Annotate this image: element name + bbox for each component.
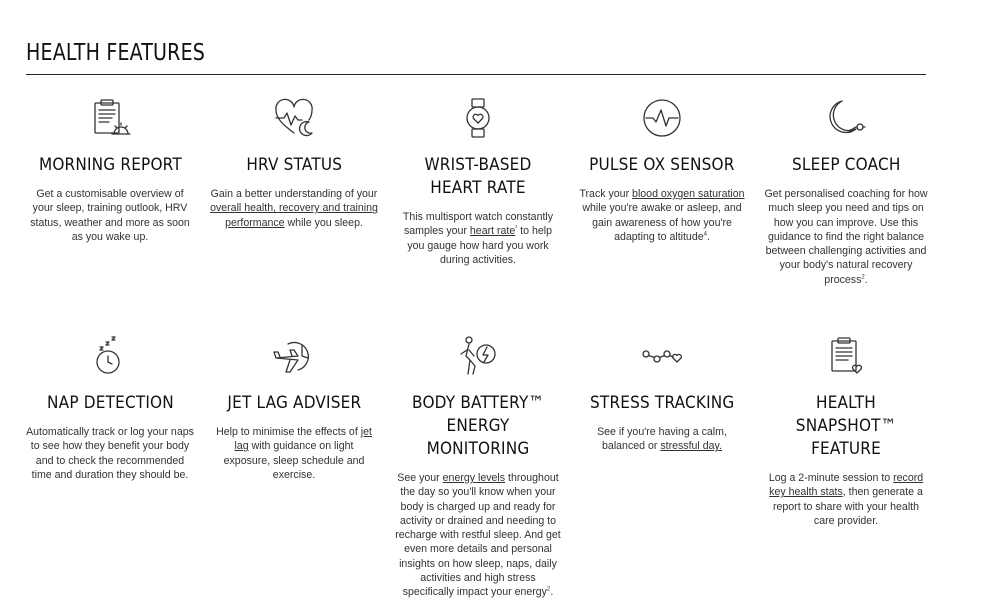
- title-divider: [26, 74, 926, 75]
- feature-card: [570, 92, 754, 330]
- feature-title: BODY BATTERY™ ENERGY MONITORING: [412, 393, 544, 459]
- feature-title: PULSE OX SENSOR: [589, 155, 735, 175]
- feature-card: [386, 330, 570, 599]
- feature-title: SLEEP COACH: [791, 155, 901, 175]
- feature-card: [754, 92, 938, 330]
- description-text: to help you gauge how hard you work during activities.: [407, 225, 553, 266]
- description-text: Track your: [579, 188, 633, 200]
- footnote-marker: 2: [861, 274, 865, 281]
- feature-card: [202, 330, 386, 590]
- feature-description: [26, 187, 194, 244]
- feature-title: STRESS TRACKING: [589, 393, 735, 413]
- description-text: , then generate a report to share with your health care provider.: [772, 486, 923, 527]
- feature-description: [578, 187, 746, 244]
- feature-description: [762, 187, 930, 287]
- section-title: HEALTH FEATURES: [26, 40, 206, 66]
- health-snapshot-icon: [824, 334, 868, 378]
- feature-title: MORNING REPORT: [38, 155, 182, 175]
- description-text: Automatically track or log your naps to see how they benefit your body and to check the recommended time and duration they should be.: [26, 426, 194, 481]
- feature-title: WRIST-BASED HEART RATE: [424, 155, 532, 198]
- description-text: with guidance on light exposure, sleep schedule and exercise.: [223, 440, 365, 481]
- description-text: This multisport watch constantly samples your: [402, 211, 554, 238]
- feature-title: JET LAG ADVISER: [227, 393, 361, 413]
- feature-link[interactable]: record key health stats: [769, 472, 924, 499]
- hrv-status-icon: [272, 96, 316, 140]
- feature-link[interactable]: stressful day.: [660, 440, 722, 453]
- feature-link[interactable]: overall health, recovery and training performance: [210, 202, 378, 229]
- features-grid: [18, 92, 938, 599]
- feature-title: HEALTH SNAPSHOT™ FEATURE: [795, 393, 897, 459]
- description-text: throughout the day so you'll know when your body is charged up and ready for activity or drained and needing to recharge with restful sleep. And get even more details and personal insights on how sleep, naps, daily activities and high stress specifically impact your energy: [395, 472, 561, 599]
- description-text: See your: [397, 472, 443, 484]
- wrist-heart-rate-icon: [456, 96, 500, 140]
- description-text: Log a 2-minute session to: [768, 472, 894, 484]
- feature-link[interactable]: heart rate: [469, 225, 516, 238]
- description-text: while you're awake or asleep, and gain awareness of how you're adapting to altitude: [582, 202, 742, 243]
- feature-title: HRV STATUS: [246, 155, 342, 175]
- morning-report-icon: [88, 96, 132, 140]
- nap-detection-icon: [88, 334, 132, 378]
- sleep-coach-icon: [824, 96, 868, 140]
- description-text: Get personalised coaching for how much sleep you need and tips on how you can improve. Use this guidance to find the right balance between challenging activities and your body's natural recovery process: [764, 188, 928, 286]
- feature-title: NAP DETECTION: [46, 393, 174, 413]
- description-text: while you sleep.: [284, 216, 363, 229]
- feature-description: [210, 187, 378, 230]
- footnote-marker: 4: [703, 231, 707, 238]
- description-text: Gain a better understanding of your: [210, 188, 378, 200]
- feature-link[interactable]: jet lag: [234, 426, 372, 453]
- feature-description: [762, 471, 930, 528]
- stress-tracking-icon: [640, 334, 684, 378]
- feature-card: [18, 330, 202, 590]
- description-text: See if you're having a calm, balanced or: [597, 426, 727, 453]
- jet-lag-icon: [272, 334, 316, 378]
- feature-card: [754, 330, 938, 590]
- pulse-ox-icon: [640, 96, 684, 140]
- footnote-marker: 2: [546, 586, 551, 593]
- description-text: .: [864, 273, 868, 286]
- description-text: Help to minimise the effects of: [216, 426, 361, 438]
- feature-card: [202, 92, 386, 330]
- feature-description: [26, 425, 194, 482]
- description-text: .: [706, 230, 710, 243]
- body-battery-icon: [456, 334, 500, 378]
- feature-link[interactable]: blood oxygen saturation: [632, 188, 745, 200]
- feature-link[interactable]: energy levels: [442, 472, 506, 484]
- feature-card: [18, 92, 202, 330]
- description-text: .: [550, 586, 554, 599]
- feature-card: [386, 92, 570, 330]
- description-text: Get a customisable overview of your sleep, training outlook, HRV status, weather and more as soon as you wake up.: [30, 188, 190, 243]
- feature-description: [394, 210, 562, 267]
- footnote-marker: ²: [515, 225, 518, 232]
- feature-description: [210, 425, 378, 482]
- feature-card: [570, 330, 754, 590]
- feature-description: [394, 471, 562, 600]
- feature-description: [578, 425, 746, 454]
